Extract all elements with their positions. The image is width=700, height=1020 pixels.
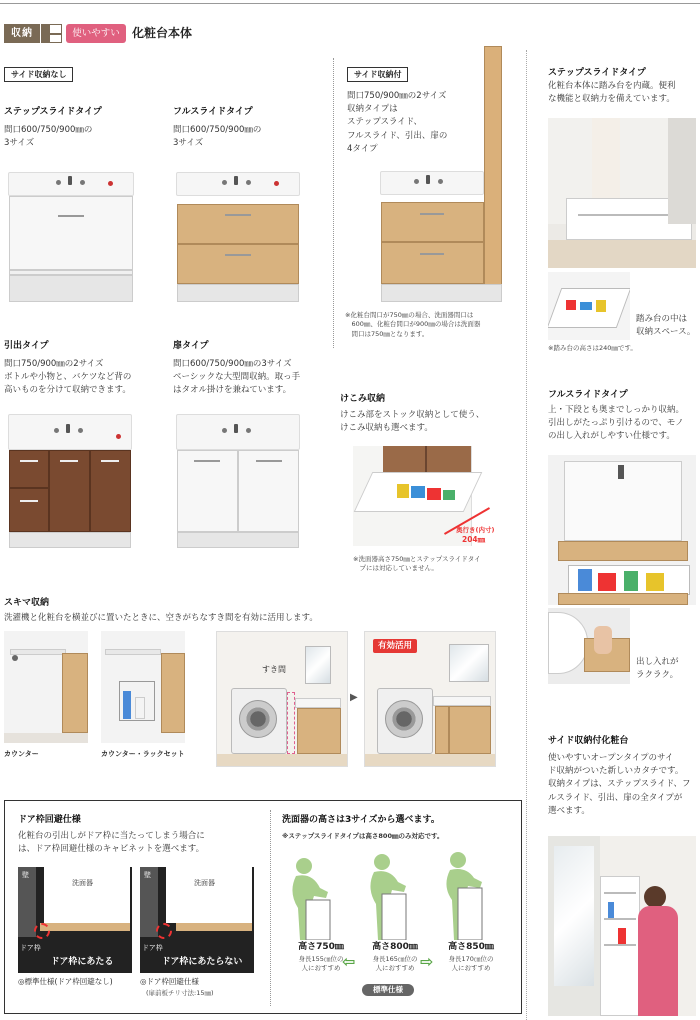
height-800-sub: 身長165㎝位の 人におすすめ (372, 955, 418, 973)
right-full-desc: 上・下段とも奥までしっかり収納。 引出しがたっぷり引けるので、モノ の出し入れがしやすい仕様です。 (548, 405, 685, 442)
category-divider-icon (41, 24, 62, 43)
side-storage-vanity-image (380, 46, 504, 302)
basin-label-1: 洗面器 (72, 879, 93, 887)
kick-depth-label: 奥行き(内寸) (456, 526, 495, 534)
top-rule (0, 3, 700, 4)
door-frame-nohit: ドア枠にあたらない (161, 957, 243, 967)
door-frame-title: ドア枠回避仕様 (18, 815, 81, 825)
right-step-inner: 踏み台の中は 収納スペース。 (636, 314, 696, 338)
wall-label-1: 壁 (22, 871, 29, 879)
right-step-desc: 化粧台本体に踏み台を内蔵。便利 な機能と収納力を備えています。 (548, 81, 676, 105)
bottom-divider (270, 810, 271, 1006)
page-title: 化粧台本体 (132, 26, 193, 40)
arrow-right-icon: ▶ (350, 692, 358, 703)
height-850: 高さ850㎜ (448, 942, 494, 952)
wall-label-2: 壁 (144, 871, 151, 879)
effective-use-badge: 有効活用 (373, 639, 417, 653)
door-type-desc: 間口600/750/900㎜の3サイズ ベーシックな大型間収納。取っ手 はタオル掛けを兼ねています。 (173, 359, 301, 396)
kick-desc: けこみ部をストック収納として使う、 けこみ収納も選べます。 (340, 410, 485, 434)
side-with-tag: サイド収納付 (347, 67, 408, 82)
gap-label: すき間 (262, 665, 286, 674)
counter-caption: カウンター (4, 750, 39, 758)
door-frame-hit: ドア枠にあたる (50, 957, 114, 967)
height-750: 高さ750㎜ (298, 942, 344, 952)
right-step-note: ※踏み台の高さは240㎜です。 (548, 344, 637, 352)
right-full-title: フルスライドタイプ (548, 390, 628, 400)
step-slide-desc: 間口600/750/900㎜の 3サイズ (4, 125, 93, 149)
frame-label-1: ドア枠 (20, 944, 41, 952)
door-frame-caption-avoid: ◎ドア枠回避仕様 (140, 977, 199, 986)
counter-rack-photo (101, 631, 185, 743)
right-full-easy: 出し入れが ラクラク。 (636, 657, 679, 681)
easy-access-photo (548, 608, 630, 684)
category-tag-storage: 収納 (4, 24, 40, 43)
basin-label-2: 洗面器 (194, 879, 215, 887)
height-800: 高さ800㎜ (372, 942, 418, 952)
height-850-sub: 身長170㎝位の 人におすすめ (448, 955, 494, 973)
door-frame-desc: 化粧台の引出しがドア枠に当たってしまう場合に は、ドア枠回避仕様のキャビネットを選べます。 (18, 831, 205, 855)
step-slide-title: ステップスライドタイプ (4, 107, 102, 117)
step-slide-vanity-image (8, 172, 134, 302)
drawer-type-title: 引出タイプ (4, 341, 49, 351)
height-note: ※ステップスライドタイプは高さ800㎜のみ対応です。 (282, 832, 444, 840)
arrow-left-icon: ⇦ (342, 952, 356, 971)
right-column-divider (526, 50, 527, 1020)
full-slide-photo (548, 455, 696, 605)
right-side-title: サイド収納付化粧台 (548, 736, 629, 746)
frame-label-2: ドア枠 (142, 944, 163, 952)
arrow-right-green-icon: ⇨ (420, 952, 434, 971)
drawer-type-vanity-image (8, 414, 132, 548)
right-step-title: ステップスライドタイプ (548, 68, 646, 78)
drawer-type-desc: 間口750/900㎜の2サイズ ボトルや小物と、バケツなど背の 高いものを分けて収納できます。 (4, 359, 132, 396)
counter-photo (4, 631, 88, 743)
side-with-note: ※化粧台間口が750㎜の場合、洗面器間口は 600㎜、化粧台間口が900㎜の場合は洗面器 間口は750㎜となります。 (345, 311, 481, 338)
room-before-photo (216, 631, 348, 767)
full-slide-vanity-image (176, 172, 300, 302)
kick-depth-value: 204㎜ (462, 535, 486, 544)
door-frame-caption-standard: ◎標準仕様(ドア枠回避なし) (18, 977, 113, 986)
side-storage-photo (548, 836, 696, 1016)
door-type-title: 扉タイプ (173, 341, 209, 351)
kick-note: ※洗面器高さ750㎜とステップスライドタイ プには対応していません。 (353, 555, 481, 573)
full-slide-desc: 間口600/750/900㎜の 3サイズ (173, 125, 262, 149)
height-silhouettes-illustration (278, 848, 518, 940)
side-none-tag: サイド収納なし (4, 67, 73, 82)
gap-title: スキマ収納 (4, 598, 50, 608)
kick-title: けこみ収納 (340, 394, 386, 404)
step-slide-photo (548, 118, 696, 268)
full-slide-title: フルスライドタイプ (173, 107, 253, 117)
category-tag-easy: 使いやすい (66, 24, 126, 43)
height-750-sub: 身長155㎝位の 人におすすめ (298, 955, 344, 973)
side-with-desc: 間口750/900㎜の2サイズ 収納タイプは ステップスライド、 フルスライド、引出、扉の 4タイプ (347, 91, 448, 154)
step-inner-storage-photo (548, 272, 630, 340)
side-storage-divider (333, 58, 334, 348)
counter-rack-caption: カウンター・ラックセット (101, 750, 185, 758)
door-frame-caption-avoid-sub: (扉前板チリ寸法:15㎜) (146, 989, 214, 997)
right-side-desc: 使いやすいオープンタイプのサイ ド収納がついた新しいカタチです。 収納タイプは、ステップスライド、フ ルスライド、引出、扉の全タイプが 選べます。 (548, 753, 691, 816)
door-type-vanity-image (176, 414, 300, 548)
height-title: 洗面器の高さは3サイズから選べます。 (282, 815, 440, 825)
standard-spec-badge: 標準仕様 (362, 984, 414, 996)
gap-desc: 洗濯機と化粧台を横並びに置いたときに、空きがちなすき間を有効に活用します。 (4, 613, 318, 623)
